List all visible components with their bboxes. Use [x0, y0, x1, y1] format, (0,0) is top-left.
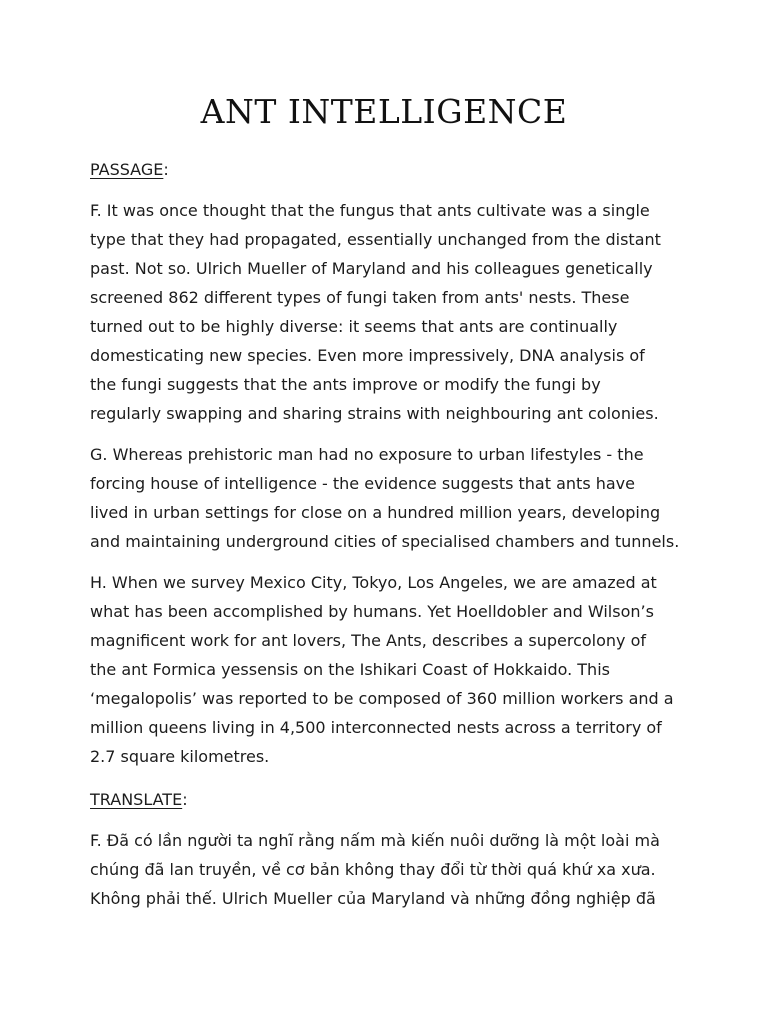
paragraph-line: ‘megalopolis’ was reported to be composed of 360 million workers and a — [90, 689, 674, 708]
passage-heading — [90, 155, 169, 184]
paragraph-line: type that they had propagated, essentially unchanged from the distant — [90, 230, 661, 249]
paragraph-line: 2.7 square kilometres. — [90, 747, 270, 766]
paragraph-line: past. Not so. Ulrich Mueller of Maryland and his colleagues genetically — [90, 259, 653, 278]
paragraph-line: magnificent work for ant lovers, The Ants, describes a supercolony of — [90, 631, 646, 650]
paragraph-line: the ant Formica yessensis on the Ishikari Coast of Hokkaido. This — [90, 660, 610, 679]
paragraph-line: forcing house of intelligence - the evidence suggests that ants have — [90, 474, 635, 493]
passage-heading-colon: : — [163, 160, 169, 179]
translation-line: Không phải thế. Ulrich Mueller của Maryland và những đồng nghiệp đã — [90, 889, 656, 908]
document-title: ANT INTELLIGENCE — [200, 92, 568, 131]
paragraph-line: F. It was once thought that the fungus that ants cultivate was a single — [90, 201, 650, 220]
paragraph-line: and maintaining underground cities of specialised chambers and tunnels. — [90, 532, 680, 551]
paragraph-line: H. When we survey Mexico City, Tokyo, Los Angeles, we are amazed at — [90, 573, 657, 592]
passage-heading-label: PASSAGE — [90, 160, 164, 179]
translate-heading-label: TRANSLATE — [90, 790, 183, 809]
translation-line: F. Đã có lần người ta nghĩ rằng nấm mà kiến nuôi dưỡng là một loài mà — [90, 831, 660, 850]
paragraph-f — [90, 196, 690, 428]
paragraph-line: what has been accomplished by humans. Yet Hoelldobler and Wilson’s — [90, 602, 654, 621]
translation-paragraph-f — [90, 826, 690, 913]
paragraph-g — [90, 440, 690, 556]
translation-line: chúng đã lan truyền, về cơ bản không thay đổi từ thời quá khứ xa xưa. — [90, 860, 656, 879]
paragraph-line: turned out to be highly diverse: it seems that ants are continually — [90, 317, 618, 336]
translate-heading-colon: : — [182, 790, 188, 809]
paragraph-line: G. Whereas prehistoric man had no exposure to urban lifestyles - the — [90, 445, 644, 464]
paragraph-h — [90, 568, 690, 771]
paragraph-line: regularly swapping and sharing strains with neighbouring ant colonies. — [90, 404, 659, 423]
paragraph-line: screened 862 different types of fungi taken from ants' nests. These — [90, 288, 630, 307]
translate-heading — [90, 785, 188, 814]
paragraph-line: domesticating new species. Even more impressively, DNA analysis of — [90, 346, 645, 365]
paragraph-line: the fungi suggests that the ants improve or modify the fungi by — [90, 375, 601, 394]
paragraph-line: million queens living in 4,500 interconnected nests across a territory of — [90, 718, 662, 737]
paragraph-line: lived in urban settings for close on a hundred million years, developing — [90, 503, 661, 522]
